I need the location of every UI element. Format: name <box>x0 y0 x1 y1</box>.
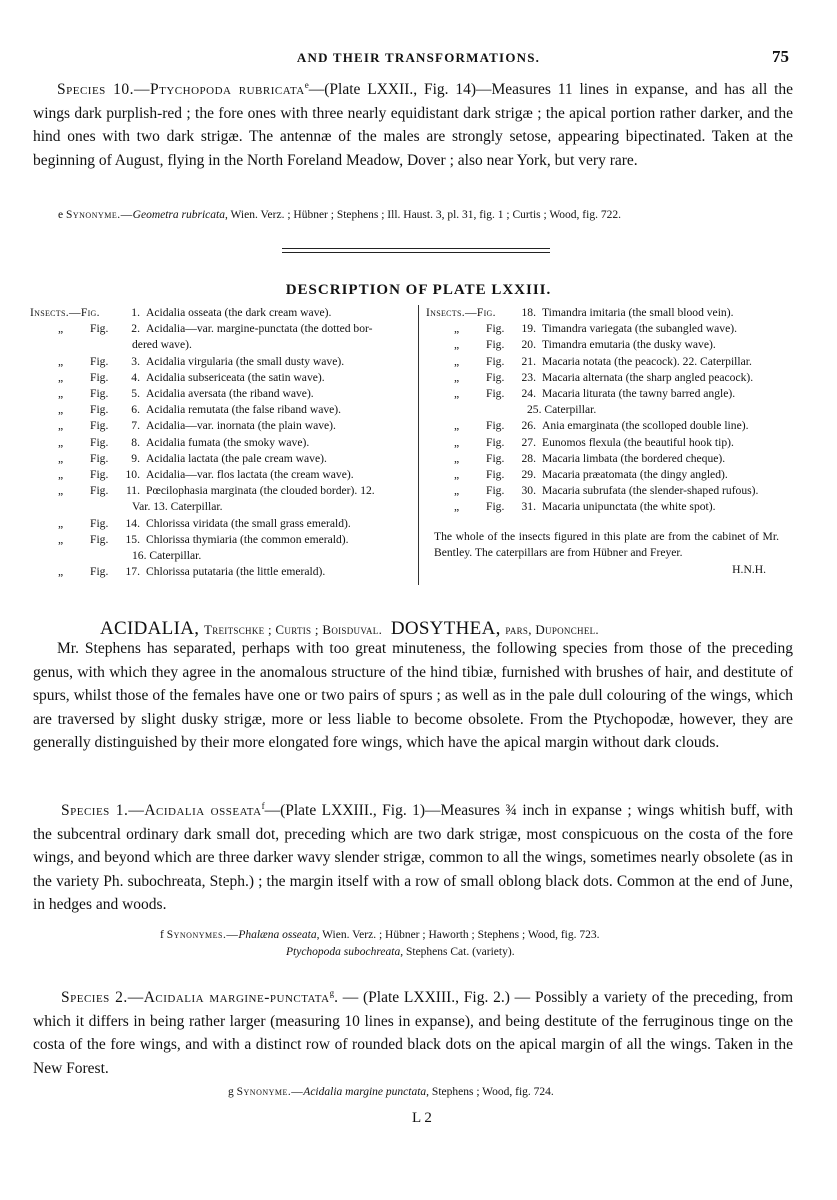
footnote-mark-e: e <box>304 79 309 90</box>
plate-figure-entry <box>28 516 413 532</box>
ditto-mark: „ <box>58 387 64 401</box>
figure-word: Fig. <box>486 322 505 336</box>
genus-text: Mr. Stephens has separated, perhaps with too great minuteness, the following species from those of the preceding genus, with which they agree in the anomalous structure of the hind tibiæ, furnished with brushes of hair, and destitute of spurs, whilst those of the females have one or two pairs of spurs ; as well as in the pale dull colouring of the wings, which are traversed by slight dusky strigæ, more or less liable to become obsolete. From the Ptychopodæ, however, they are generally distinguished by their more elongated fore wings, which have the apical margin without dark clouds. <box>33 640 793 751</box>
ditto-mark: „ <box>454 322 460 336</box>
synonym-refs: , Wien. Verz. ; Hübner ; Stephens ; Ill. Haust. 3, pl. 31, fig. 1 ; Curtis ; Wood, fig. 722. <box>224 209 621 221</box>
ditto-mark: „ <box>454 338 460 352</box>
ditto-mark: „ <box>454 354 460 368</box>
figure-number: 8. <box>131 435 140 449</box>
synonym-refs: , Stephens ; Wood, fig. 724. <box>426 1086 554 1098</box>
synonym-mark: g <box>228 1086 234 1098</box>
species-2-label: Species 2.— <box>61 989 144 1006</box>
double-rule-top <box>282 248 550 249</box>
species-10-synonym <box>58 207 621 223</box>
species-1-label: Species 1.— <box>61 802 145 819</box>
figure-number: 15. <box>125 532 140 546</box>
species-1-paragraph <box>33 799 793 917</box>
figure-description: Acidalia—var. flos lactata (the cream wave). <box>146 468 354 482</box>
plate-figure-entry <box>28 451 413 467</box>
figure-number: 18. <box>521 306 536 319</box>
figure-description: Chlorissa viridata (the small grass emerald). <box>146 516 351 530</box>
figure-number: 29. <box>521 468 536 482</box>
figure-word: Fig. <box>486 370 505 384</box>
figure-number: 2. <box>131 322 140 336</box>
plate-figure-entry <box>28 321 413 337</box>
species-1-name: Acidalia osseata <box>144 802 262 819</box>
ditto-mark: „ <box>58 565 64 579</box>
signature-mark: L 2 <box>412 1110 432 1126</box>
synonym-name-2: Ptychopoda subochreata <box>286 946 401 958</box>
plate-left-column <box>28 305 413 580</box>
species-2-text: . — (Plate LXXIII., Fig. 2.) — Possibly a variety of the preceding, from which it differs in being rather larger (measuring 10 lines in expanse), and being destitute of the ferruginous tinge on the costa of the fore wings, and with a distinct row of rounded black dots on the apical margin of all the wings. Taken in the New Forest. <box>33 989 794 1077</box>
species-10-text: —(Plate LXXII., Fig. 14)—Measures 11 lines in expanse, and has all the wings dark purplish-red ; the fore ones with three nearly equidistant dark strigæ ; the apical portion rather darker, and the hind ones with two dark strigæ. The antennæ of the males are strongly setose, appearing bipectinated. Taken at the beginning of August, flying in the North Foreland Meadow, Dover ; also near York, but very rare. <box>33 81 794 169</box>
figure-word: Fig. <box>90 435 109 449</box>
figure-description: Acidalia subsericeata (the satin wave). <box>146 370 325 384</box>
species-10-label: Species 10.— <box>57 81 150 98</box>
figure-description: Timandra emutaria (the dusky wave). <box>542 338 716 352</box>
plate-figure-entry <box>424 305 794 321</box>
figure-word: Fig. <box>486 451 505 465</box>
figure-number: 3. <box>131 354 140 368</box>
plate-figure-entry <box>28 418 413 434</box>
plate-figure-entry <box>28 370 413 386</box>
figure-number: 11. <box>125 484 140 498</box>
figure-number: 27. <box>521 435 536 449</box>
genus-authors: Treitschke ; Curtis ; Boisduval. <box>203 622 383 637</box>
ditto-mark: „ <box>454 500 460 514</box>
figure-word: Fig. <box>486 354 505 368</box>
figure-word: Fig. <box>486 468 505 482</box>
figure-number: 10. <box>125 468 140 482</box>
figure-word: Fig. <box>486 500 505 514</box>
figure-number: 26. <box>521 419 536 433</box>
figure-word: Fig. <box>486 419 505 433</box>
figure-description: Timandra imitaria (the small blood vein). <box>542 306 734 319</box>
ditto-mark: „ <box>58 354 64 368</box>
figure-description: Acidalia aversata (the riband wave). <box>146 387 314 401</box>
figure-description-continued: 16. Caterpillar. <box>132 549 202 563</box>
plate-figure-entry <box>424 483 794 499</box>
species-2-name: Acidalia margine-punctata <box>143 989 330 1006</box>
figure-number: 7. <box>131 419 140 433</box>
figure-number: 23. <box>521 370 536 384</box>
figure-description: Macaria limbata (the bordered cheque). <box>542 451 726 465</box>
figure-word: Fig. <box>90 484 109 498</box>
figure-description: Acidalia remutata (the false riband wave). <box>146 403 342 417</box>
plate-figure-entry <box>28 386 413 402</box>
figure-description: Timandra variegata (the subangled wave). <box>542 322 737 336</box>
figure-description: Acidalia virgularia (the small dusty wave). <box>146 354 345 368</box>
plate-figure-entry <box>28 402 413 418</box>
figure-word: Fig. <box>90 354 109 368</box>
figure-number: 24. <box>521 387 536 401</box>
figure-number: 14. <box>125 516 140 530</box>
figure-description: Acidalia lactata (the pale cream wave). <box>146 451 327 465</box>
ditto-mark: „ <box>454 484 460 498</box>
figure-word: Fig. <box>90 468 109 482</box>
plate-figure-entry <box>424 467 794 483</box>
figure-description: Acidalia fumata (the smoky wave). <box>146 435 310 449</box>
genus-paragraph <box>33 637 793 755</box>
ditto-mark: „ <box>58 435 64 449</box>
figure-word: Fig. <box>486 484 505 498</box>
plate-figure-entry <box>424 451 794 467</box>
plate-figure-entry <box>424 386 794 402</box>
figure-description-continued: 25. Caterpillar. <box>527 403 597 417</box>
species-2-paragraph <box>33 986 793 1080</box>
synonym-label: Synonyme.— <box>65 209 133 221</box>
plate-figure-entry <box>424 435 794 451</box>
ditto-mark: „ <box>454 468 460 482</box>
plate-figure-entry <box>28 354 413 370</box>
figure-number: 30. <box>521 484 536 498</box>
synonym-label: Synonyme.— <box>236 1086 304 1098</box>
ditto-mark: „ <box>58 322 64 336</box>
plate-figure-entry <box>28 467 413 483</box>
plate-figure-entry <box>28 483 413 499</box>
synonym-mark: e <box>58 209 64 221</box>
figure-description: Macaria liturata (the tawny barred angle). <box>542 387 736 401</box>
figure-description: Acidalia—var. margine-punctata (the dotted bor- <box>146 322 373 336</box>
ditto-mark: „ <box>58 532 64 546</box>
plate-figure-entry <box>424 370 794 386</box>
synonym-refs-2: , Stephens Cat. (variety). <box>400 946 515 958</box>
ditto-mark: „ <box>454 435 460 449</box>
species-1-text-a: —(Plate LXXIII., Fig. 1)—Measures <box>264 802 506 819</box>
figure-description: Macaria subrufata (the slender-shaped rufous). <box>542 484 759 498</box>
figure-description: Ania emarginata (the scolloped double line). <box>542 419 749 433</box>
figure-description-continued: dered wave). <box>132 338 192 352</box>
ditto-mark: „ <box>454 387 460 401</box>
species-10-paragraph <box>33 78 793 172</box>
species-1-text-b: inch in expanse ; wings whitish buff, with the subcentral ordinary dark small dot, preceding which are two dark strigæ, most conspicuous on the costa of the fore wings, and beyond which are three darker wavy slender strigæ, common to all the wings, sometimes nearly obsolete (as in the variety Ph. subochreata, Steph.) ; the margin itself with a row of small oblong black dots. Common at the end of June, in hedges and woods. <box>33 802 793 913</box>
ditto-mark: „ <box>58 451 64 465</box>
figure-word: Fig. <box>90 370 109 384</box>
figure-description: Chlorissa putataria (the little emerald). <box>146 565 326 579</box>
genus-name-2: DOSYTHEA, <box>390 618 501 639</box>
figure-word: Fig. <box>90 532 109 546</box>
ditto-mark: „ <box>58 468 64 482</box>
figure-number: 17. <box>125 565 140 579</box>
plate-figure-entry <box>28 435 413 451</box>
figure-word: Fig. <box>486 435 505 449</box>
figure-number: 9. <box>131 451 140 465</box>
figure-description: Eunomos flexula (the beautiful hook tip). <box>542 435 734 449</box>
figure-number: 5. <box>131 387 140 401</box>
ditto-mark: „ <box>58 419 64 433</box>
double-rule-bottom <box>282 252 550 253</box>
species-2-synonym <box>228 1084 554 1100</box>
species-1-fraction: ¾ <box>505 802 517 819</box>
plate-figure-entry <box>424 499 794 515</box>
figure-description-continued: Var. 13. Caterpillar. <box>132 500 223 514</box>
plate-title: DESCRIPTION OF PLATE LXXIII. <box>285 282 552 298</box>
footnote-mark-g: g <box>329 987 335 998</box>
plate-figure-entry <box>28 532 413 548</box>
ditto-mark: „ <box>454 370 460 384</box>
ditto-mark: „ <box>58 484 64 498</box>
ditto-mark: „ <box>58 403 64 417</box>
figure-description: Chlorissa thymiaria (the common emerald). <box>146 532 349 546</box>
plate-figure-entry <box>424 354 794 370</box>
species-1-synonym-2 <box>286 944 515 960</box>
figure-word: Fig. <box>90 565 109 579</box>
synonym-name: Phalæna osseata <box>238 929 317 941</box>
synonym-name: Geometra rubricata <box>132 209 225 221</box>
figure-description: Acidalia—var. inornata (the plain wave). <box>146 419 336 433</box>
synonym-refs: , Wien. Verz. ; Hübner ; Haworth ; Stephens ; Wood, fig. 723. <box>316 929 600 941</box>
figure-description: Pœcilophasia marginata (the clouded border). 12. <box>146 484 375 498</box>
footnote-mark-f: f <box>261 800 265 811</box>
plate-figure-entry <box>424 418 794 434</box>
figure-number: 28. <box>521 451 536 465</box>
ditto-mark: „ <box>454 419 460 433</box>
figure-number: 31. <box>521 500 536 514</box>
plate-figure-entry <box>424 321 794 337</box>
figure-label: Insects.—Fig. <box>426 306 496 319</box>
ditto-mark: „ <box>58 516 64 530</box>
figure-number: 1. <box>131 306 140 319</box>
initials: H.N.H. <box>732 562 766 576</box>
figure-word: Fig. <box>90 387 109 401</box>
plate-figure-entry <box>28 305 413 321</box>
figure-description: Acidalia osseata (the dark cream wave). <box>146 306 332 319</box>
figure-word: Fig. <box>486 387 505 401</box>
figure-word: Fig. <box>90 451 109 465</box>
running-title: AND THEIR TRANSFORMATIONS. <box>296 50 541 65</box>
ditto-mark: „ <box>58 370 64 384</box>
figure-number: 20. <box>521 338 536 352</box>
figure-number: 6. <box>131 403 140 417</box>
genus-authors-2: pars, Duponchel. <box>505 622 599 637</box>
figure-word: Fig. <box>486 338 505 352</box>
genus-name: ACIDALIA, <box>100 618 200 639</box>
plate-figure-entry <box>28 564 413 580</box>
figure-number: 19. <box>521 322 536 336</box>
figure-description: Macaria præatomata (the dingy angled). <box>542 468 728 482</box>
species-10-name: Ptychopoda rubricata <box>150 81 305 98</box>
figure-label: Insects.—Fig. <box>30 306 100 319</box>
cabinet-note: The whole of the insects figured in this plate are from the cabinet of Mr. Bentley. The caterpillars are from Hübner and Freyer. <box>434 529 779 560</box>
figure-number: 4. <box>131 370 140 384</box>
page-number: 75 <box>772 47 789 66</box>
synonym-name: Acidalia margine punctata <box>303 1086 427 1098</box>
column-divider <box>418 305 419 585</box>
figure-word: Fig. <box>90 403 109 417</box>
plate-right-column <box>424 305 794 578</box>
synonym-label: Synonymes.— <box>166 929 239 941</box>
figure-description: Macaria notata (the peacock). 22. Caterpillar. <box>542 354 752 368</box>
figure-number: 21. <box>521 354 536 368</box>
figure-description: Macaria alternata (the sharp angled peacock). <box>542 370 754 384</box>
figure-word: Fig. <box>90 419 109 433</box>
species-1-synonym <box>160 927 599 943</box>
figure-word: Fig. <box>90 322 109 336</box>
plate-figure-entry <box>424 337 794 353</box>
synonym-mark: f <box>160 929 164 941</box>
figure-word: Fig. <box>90 516 109 530</box>
ditto-mark: „ <box>454 451 460 465</box>
figure-description: Macaria unipunctata (the white spot). <box>542 500 716 514</box>
